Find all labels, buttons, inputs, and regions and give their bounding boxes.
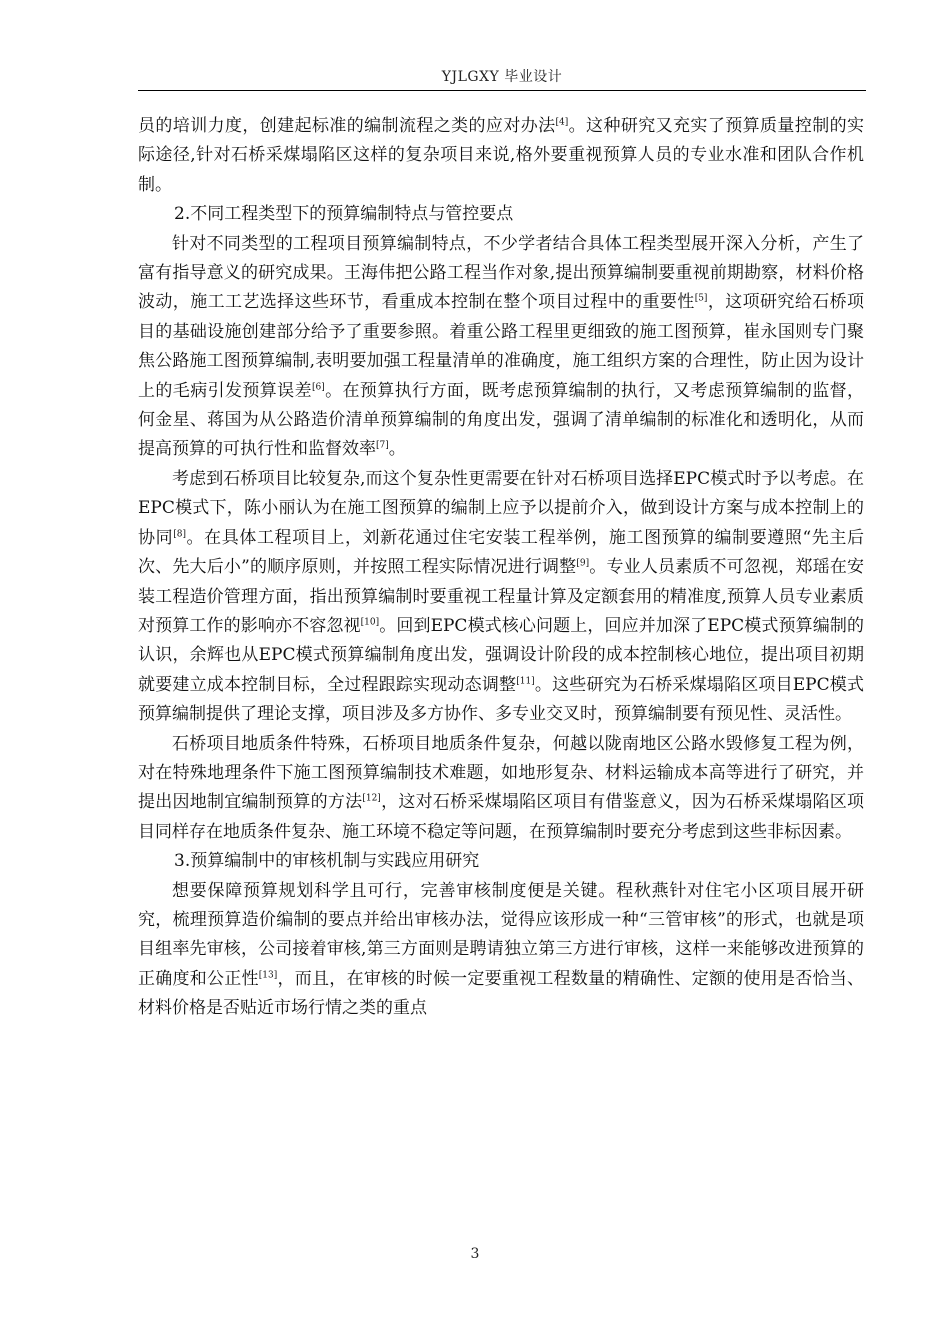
paragraph-text: 员的培训力度，创建起标准的编制流程之类的应对办法 [138, 116, 556, 136]
body-paragraph [138, 230, 864, 465]
body-paragraph [138, 112, 864, 200]
paragraph-text: ，而且，在审核的时候一定要重视工程数量的精确性、定额的使用是否恰当、材料价格是否贴近市场行情之类的重点 [138, 968, 864, 1019]
paragraph-text: 针对不同类型的工程项目预算编制特点，不少学者结合具体工程类型展开深入分析，产生了富有指导意义的研究成果。王海伟把公路工程当作对象,提出预算编制要重视前期勘察，材料价格波动，施工工艺选择这些环节，看重成本控制在整个项目过程中的重要性 [138, 233, 864, 313]
paragraph-text: 。在具体工程项目上，刘新花通过住宅安装工程举例，施工图预算的编制要遵照“先主后次、先大后小”的顺序原则，并按照工程实际情况进行调整 [138, 527, 864, 578]
header-divider [138, 90, 866, 91]
body-paragraph [138, 465, 864, 730]
paragraph-text: 石桥项目地质条件特殊，石桥项目地质条件复杂，何越以陇南地区公路水毁修复工程为例，对在特殊地理条件下施工图预算编制技术难题，如地形复杂、材料运输成本高等进行了研究，并提出因地制宜编制预算的方法 [138, 733, 864, 813]
citation-ref: [8] [173, 529, 186, 540]
body-paragraph [138, 877, 864, 1024]
paragraph-text: 。在预算执行方面，既考虑预算编制的执行，又考虑预算编制的监督，何金星、蒋国为从公路造价清单预算编制的角度出发，强调了清单编制的标准化和透明化，从而提高预算的可执行性和监督效率 [138, 380, 865, 460]
citation-ref: [10] [360, 617, 380, 628]
paragraph-text: 2.不同工程类型下的预算编制特点与管控要点 [174, 204, 514, 225]
running-header: YJLGXY 毕业设计 [441, 69, 563, 85]
citation-ref: [4] [555, 117, 569, 128]
paragraph-text: 。这些研究为石桥采煤塌陷区项目EPC模式预算编制提供了理论支撑，项目涉及多方协作、多专业交叉时，预算编制要有预见性、灵活性。 [138, 674, 865, 725]
paragraph-text: 。 [388, 439, 406, 460]
citation-ref: [11] [516, 676, 535, 687]
paragraph-text: 想要保障预算规划科学且可行，完善审核制度便是关键。程秋燕针对住宅小区项目展开研究，梳理预算造价编制的要点并给出审核办法，觉得应该形成一种“三管审核”的形式，也就是项目组率先审核，公司接着审核,第三方面则是聘请独立第三方进行审核，这样一来能够改进预算的正确度和公正性 [138, 880, 864, 989]
citation-ref: [13] [258, 970, 278, 981]
section-heading [138, 200, 864, 229]
paragraph-text: 。专业人员素质不可忽视，郑瑶在安装工程造价管理方面，指出预算编制时要重视工程量计算及定额套用的精准度,预算人员专业素质对预算工作的影响亦不容忽视 [138, 557, 864, 636]
paragraph-text: ，这项研究给石桥项目的基础设施创建部分给予了重要参照。着重公路工程里更细致的施工图预算，崔永国则专门聚焦公路施工图预算编制,表明要加强工程量清单的准确度，施工组织方案的合理性，防止因为设计上的毛病引发预算误差 [138, 292, 865, 401]
citation-ref: [9] [576, 558, 590, 569]
paragraph-text: 考虑到石桥项目比较复杂,而这个复杂性更需要在针对石桥项目选择EPC模式时予以考虑。在EPC模式下，陈小丽认为在施工图预算的编制上应予以提前介入，做到设计方案与成本控制上的协同 [138, 468, 864, 548]
citation-ref: [12] [362, 793, 381, 804]
page-number: 3 [470, 1246, 480, 1262]
citation-ref: [5] [694, 293, 708, 304]
section-heading [138, 847, 864, 876]
paragraph-text: 。这种研究又充实了预算质量控制的实际途径,针对石桥采煤塌陷区这样的复杂项目来说,格外要重视预算人员的专业水准和团队合作机制。 [138, 116, 865, 195]
paragraph-text: ，这对石桥采煤塌陷区项目有借鉴意义，因为石桥采煤塌陷区项目同样存在地质条件复杂、施工环境不稳定等问题，在预算编制时要充分考虑到这些非标因素。 [138, 792, 865, 842]
document-body [138, 112, 864, 1024]
citation-ref: [7] [376, 440, 389, 451]
citation-ref: [6] [311, 382, 325, 392]
body-paragraph [138, 730, 864, 848]
paragraph-text: 3.预算编制中的审核机制与实践应用研究 [174, 851, 480, 872]
paragraph-text: 。回到EPC模式核心问题上，回应并加深了EPC模式预算编制的认识，余辉也从EPC模式预算编制角度出发，强调设计阶段的成本控制核心地位，提出项目初期就要建立成本控制目标，全过程跟踪实现动态调整 [138, 615, 865, 695]
